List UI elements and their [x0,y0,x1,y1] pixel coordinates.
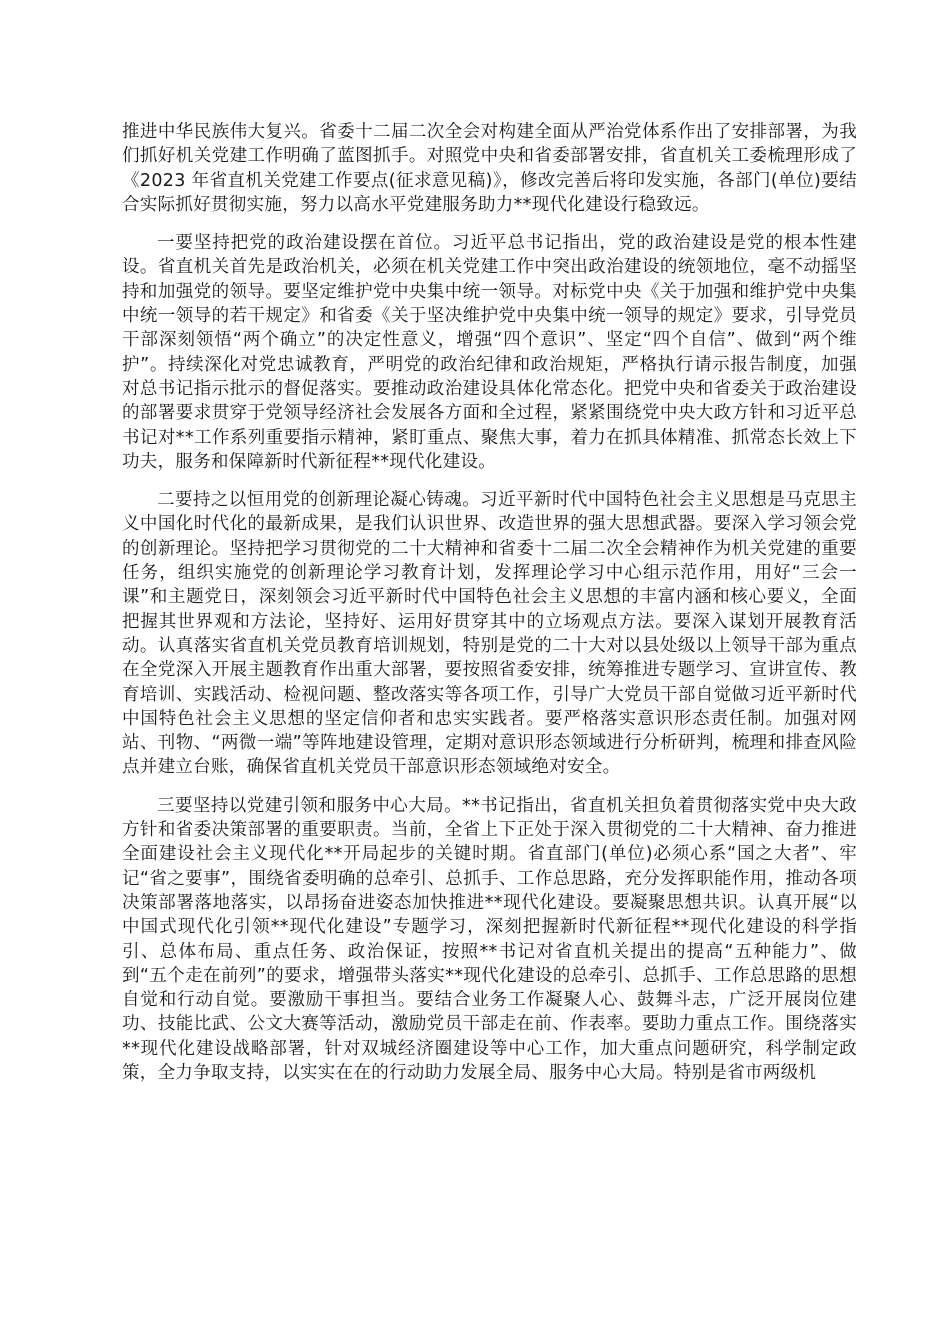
paragraph-central-work: 三要坚持以党建引领和服务中心大局。**书记指出，省直机关担负着贯彻落实党中央大政方针和省委决策部署的重要职责。当前，全省上下正处于深入贯彻党的二十大精神、奋力推进全面建设社会主义现代化**开局起步的关键时期。省直部门(单位)必须心系“国之大者”、牢记“省之要事”，围绕省委明确的总牵引、总抓手、工作总思路，充分发挥职能作用，推动各项决策部署落地落实，以昂扬奋进姿态加快推进**现代化建设。要凝聚思想共识。认真开展“以中国式现代化引领**现代化建设”专题学习，深刻把握新时代新征程**现代化建设的科学指引、总体布局、重点任务、政治保证，按照**书记对省直机关提出的提高“五种能力”、做到“五个走在前列”的要求，增强带头落实**现代化建设的总牵引、总抓手、工作总思路的思想自觉和行动自觉。要激励干事担当。要结合业务工作凝聚人心、鼓舞斗志，广泛开展岗位建功、技能比武、公文大赛等活动，激励党员干部走在前、作表率。要助力重点工作。围绕落实**现代化建设战略部署，针对双城经济圈建设等中心工作，加大重点问题研究，科学制定政策，全力争取支持，以实实在在的行动助力发展全局、服务中心大局。特别是省市两级机 [122,795,857,1083]
paragraph-intro: 推进中华民族伟大复兴。省委十二届二次全会对构建全面从严治党体系作出了安排部署，为我们抓好机关党建工作明确了蓝图抓手。对照党中央和省委部署安排，省直机关工委梳理形成了《2023 年省直机关党建工作要点(征求意见稿)》，修改完善后将印发实施，各部门(单位)要结合实际抓好贯彻实施，努力以高水平党建服务助力**现代化建设行稳致远。 [122,122,857,215]
paragraph-political-building: 一要坚持把党的政治建设摆在首位。习近平总书记指出，党的政治建设是党的根本性建设。省直机关首先是政治机关，必须在机关党建工作中突出政治建设的统领地位，毫不动摇坚持和加强党的领导。要坚定维护党中央集中统一领导。对标党中央《关于加强和维护党中央集中统一领导的若干规定》和省委《关于坚决维护党中央集中统一领导的规定》要求，引导党员干部深刻领悟“两个确立”的决定性意义，增强“四个意识”、坚定“四个自信”、做到“两个维护”。持续深化对党忠诚教育，严明党的政治纪律和政治规矩，严格执行请示报告制度，加强对总书记指示批示的督促落实。要推动政治建设具体化常态化。把党中央和省委关于政治建设的部署要求贯穿于党领导经济社会发展各方面和全过程，紧紧围绕党中央大政方针和习近平总书记对**工作系列重要指示精神，紧盯重点、聚焦大事，着力在抓具体精准、抓常态长效上下功夫，服务和保障新时代新征程**现代化建设。 [122,233,857,472]
document-body [122,120,857,1085]
paragraph-innovative-theory: 二要持之以恒用党的创新理论凝心铸魂。习近平新时代中国特色社会主义思想是马克思主义中国化时代化的最新成果，是我们认识世界、改造世界的强大思想武器。要深入学习领会党的创新理论。坚持把学习贯彻党的二十大精神和省委十二届二次全会精神作为机关党建的重要任务，组织实施党的创新理论学习教育计划，发挥理论学习中心组示范作用，用好“三会一课”和主题党日，深刻领会习近平新时代中国特色社会主义思想的丰富内涵和核心要义，全面把握其世界观和方法论，坚持好、运用好贯穿其中的立场观点方法。要深入谋划开展教育活动。认真落实省直机关党员教育培训规划，特别是党的二十大对以县处级以上领导干部为重点在全党深入开展主题教育作出重大部署，要按照省委安排，统筹推进专题学习、宣讲宣传、教育培训、实践活动、检视问题、整改落实等各项工作，引导广大党员干部自觉做习近平新时代中国特色社会主义思想的坚定信仰者和忠实实践者。要严格落实意识形态责任制。加强对网站、刊物、“两微一端”等阵地建设管理，定期对意识形态领域进行分析研判，梳理和排查风险点并建立台账，确保省直机关党员干部意识形态领域绝对安全。 [122,490,857,778]
